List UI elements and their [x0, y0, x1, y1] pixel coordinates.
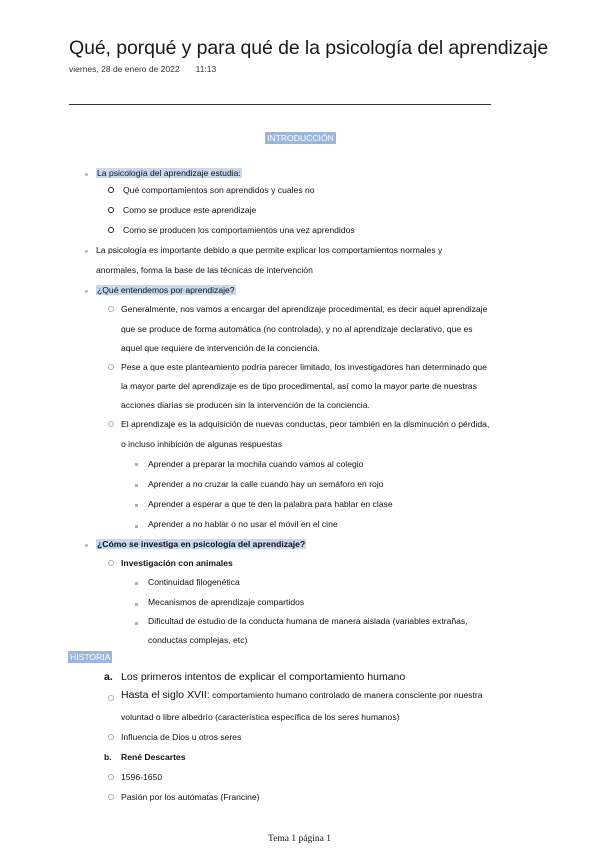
bullet-icon: [108, 695, 114, 701]
bullet-icon: [85, 173, 88, 176]
bullet-icon: [85, 544, 88, 547]
bullet-icon: [108, 734, 114, 740]
page-meta: [69, 64, 216, 74]
page-title: Qué, porqué y para qué de la psicología del aprendizaje: [69, 37, 549, 59]
bullet-icon: [85, 250, 88, 253]
bullet-icon: [108, 794, 114, 800]
list-item: Dificultad de estudio de la conducta humana de manera aislada (variables extrañas,: [148, 616, 468, 626]
list-item: La psicología es importante debido a que permite explicar los comportamientos normales y: [96, 245, 443, 255]
list-item: Aprender a no hablar o no usar el móvil en el cine: [148, 519, 338, 529]
bullet-icon: [85, 290, 88, 293]
list-item: Pese a que este planteamiento podría parecer limitado, los investigadores han determinado que: [121, 362, 487, 372]
list-item: La psicología del aprendizaje estudia:: [97, 168, 241, 178]
list-item: Aprender a no cruzar la calle cuando hay un semáforo en rojo: [148, 479, 384, 489]
list-item: Influencia de Dios u otros seres: [121, 732, 242, 742]
list-item: ¿Cómo se investiga en psicología del aprendizaje?: [97, 539, 306, 549]
bullet-icon: [108, 207, 114, 213]
section-heading-historia: HISTORIA: [70, 652, 111, 662]
subheading: René Descartes: [121, 752, 186, 762]
list-item: conductas complejas, etc): [148, 635, 248, 645]
list-item: que se produce de forma automática (no controlada), y no al aprendizaje declarativo, que es: [121, 324, 473, 334]
title-divider: [69, 104, 491, 105]
list-item: aquel que requiere de intervención de la conciencia.: [121, 343, 320, 353]
bullet-icon: [108, 227, 114, 233]
list-item: Hasta el siglo XVII: comportamiento humano controlado de manera consciente por nuestra: [121, 689, 483, 701]
bullet-icon: [108, 421, 114, 427]
bullet-icon: [135, 484, 138, 487]
list-item: Aprender a preparar la mochila cuando vamos al colegio: [148, 459, 364, 469]
list-item: o incluso inhibición de algunas respuestas: [121, 439, 282, 449]
section-heading-intro: INTRODUCCIÓN: [267, 133, 334, 143]
numbered-marker: b.: [104, 752, 112, 762]
list-item: la mayor parte del aprendizaje es de tipo procedimental, así como la mayor parte de nuestras: [121, 381, 477, 391]
list-item: acciones diarias se producen sin la intervención de la conciencia.: [121, 400, 370, 410]
list-item: Qué comportamientos son aprendidos y cuales no: [123, 185, 315, 195]
bullet-icon: [135, 622, 138, 625]
bullet-icon: [108, 187, 114, 193]
list-item: anormales, forma la base de las técnicas de intervención: [96, 265, 313, 275]
list-item: Investigación con animales: [121, 558, 233, 568]
subheading: Los primeros intentos de explicar el comportamiento humano: [121, 671, 406, 683]
page-date: viernes, 28 de enero de 2022: [69, 64, 180, 74]
page-time: 11:13: [195, 64, 217, 74]
list-item: voluntad o libre albedrío (característica específica de los seres humanos): [121, 712, 400, 722]
bullet-icon: [135, 504, 138, 507]
page-footer: Tema 1 página 1: [268, 834, 331, 844]
bullet-icon: [135, 525, 138, 528]
bullet-icon: [135, 582, 138, 585]
list-item: Aprender a esperar a que te den la palabra para hablar en clase: [148, 499, 393, 509]
list-item: Continuidad filogenética: [148, 577, 240, 587]
list-item: Como se produce este aprendizaje: [123, 205, 257, 215]
list-item: ¿Qué entendemos por aprendizaje?: [97, 285, 235, 295]
list-item: El aprendizaje es la adquisición de nuevas conductas, peor también en la disminución o pérdida,: [121, 419, 490, 429]
bullet-icon: [108, 364, 114, 370]
bullet-icon: [108, 560, 114, 566]
bullet-icon: [135, 463, 138, 466]
bullet-icon: [108, 774, 114, 780]
list-item: Como se producen los comportamientos una vez aprendidos: [123, 225, 355, 235]
bullet-icon: [108, 306, 114, 312]
list-item: 1596-1650: [121, 772, 163, 782]
list-item: Mecanismos de aprendizaje compartidos: [148, 597, 305, 607]
numbered-marker: a.: [104, 671, 113, 683]
bullet-icon: [135, 603, 138, 606]
list-item: Generalmente, nos vamos a encargar del aprendizaje procedimental, es decir aquel aprendizaje: [121, 304, 488, 314]
list-item: Pasión por los autómatas (Francine): [121, 792, 260, 802]
